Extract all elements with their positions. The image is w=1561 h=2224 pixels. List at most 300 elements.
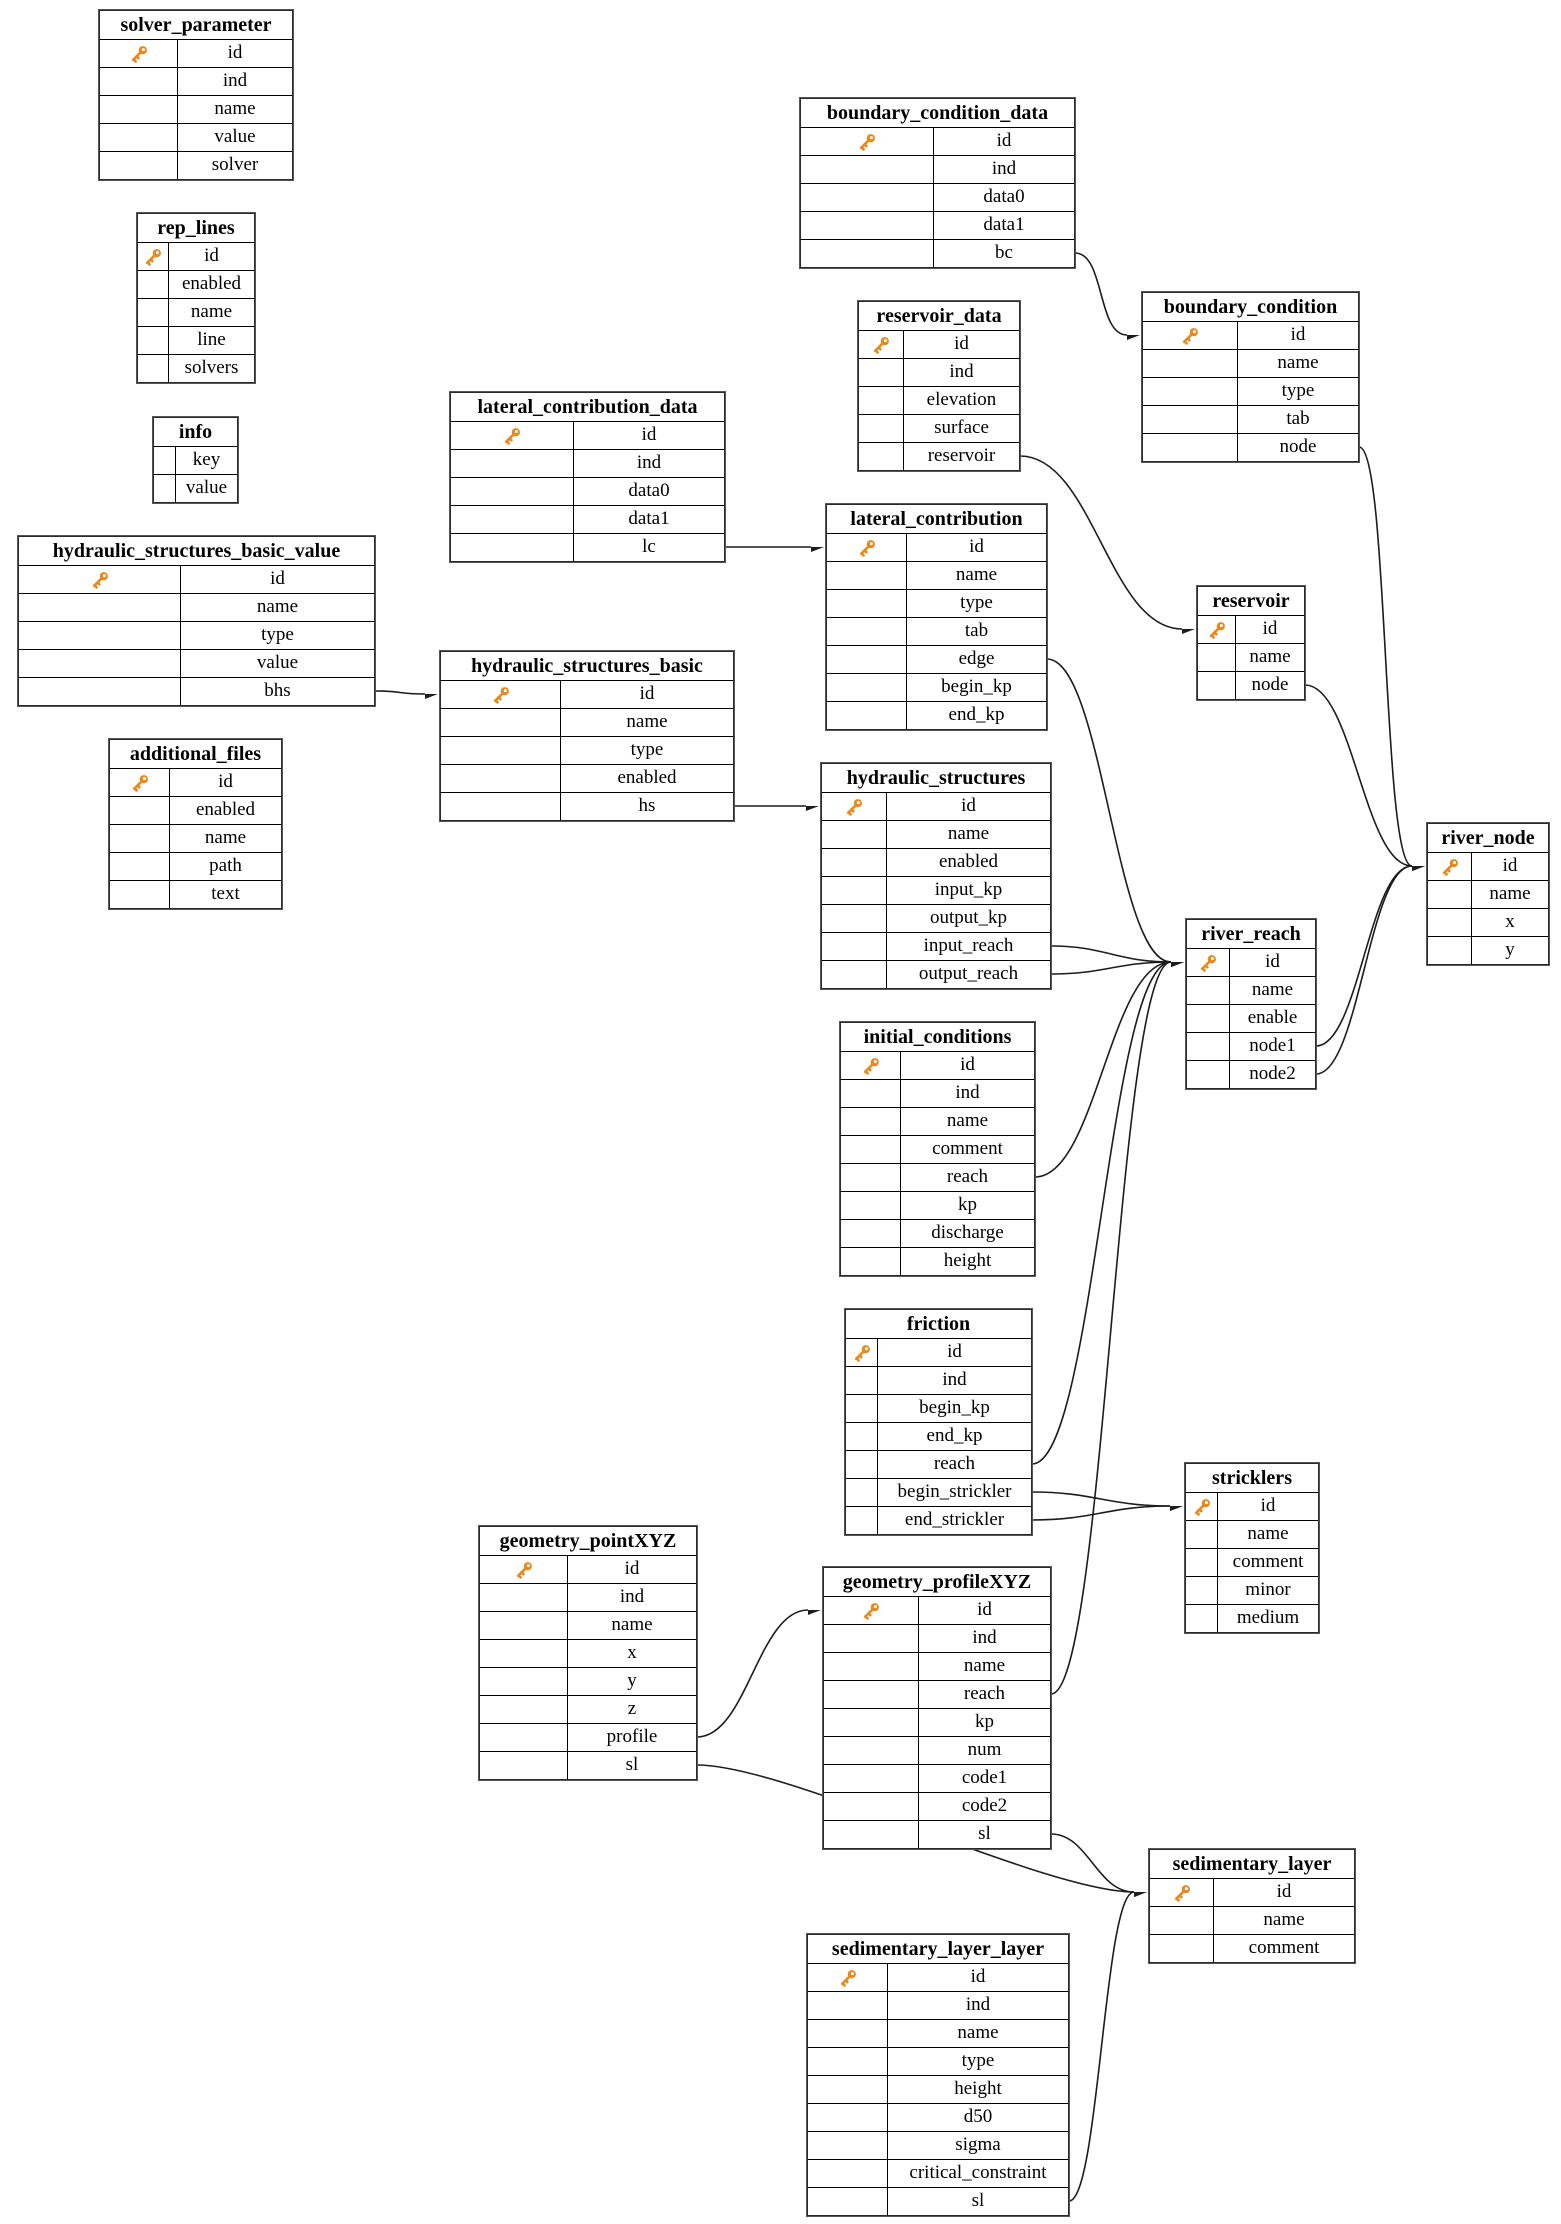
field-label: comment [1248, 1937, 1320, 1958]
field-label: name [955, 564, 998, 585]
key-icon-cell [1428, 853, 1472, 880]
field-row-minor [1186, 1576, 1318, 1604]
relation-edge-initial_conditions-reach [1035, 962, 1171, 1177]
icon-cell-empty [859, 387, 904, 414]
field-label: id [227, 42, 243, 63]
field-label: type [961, 2050, 995, 2071]
field-label: minor [1245, 1579, 1291, 1600]
field-label: sl [978, 1823, 991, 1844]
field-label: reach [933, 1453, 976, 1474]
field-row-output_kp [822, 904, 1050, 932]
field-label: id [1276, 1881, 1292, 1902]
table-title: lateral_contribution_data [477, 396, 698, 418]
field-label: ind [972, 1627, 997, 1648]
key-icon-cell [1150, 1879, 1214, 1906]
field-row-name [1186, 1520, 1318, 1548]
icon-cell-empty [19, 594, 181, 621]
icon-cell-empty [841, 1220, 901, 1247]
icon-cell-empty [1187, 1061, 1230, 1088]
field-row-kp [841, 1191, 1034, 1219]
field-label: enabled [617, 767, 677, 788]
field-row-comment [1186, 1548, 1318, 1576]
field-row-key [154, 446, 237, 474]
relation-edge-geometry_profileXYZ-sl [1051, 1834, 1134, 1892]
table-title: river_reach [1201, 923, 1301, 945]
icon-cell-empty [822, 821, 887, 848]
icon-cell-empty [822, 849, 887, 876]
field-label: name [1489, 883, 1531, 904]
field-label: reservoir [927, 445, 996, 466]
field-label: id [961, 795, 976, 816]
field-label: name [1249, 646, 1291, 667]
primary-key-icon [861, 1601, 881, 1621]
relation-edge-hydraulic_structures-input_reach [1051, 946, 1171, 962]
field-row-name [441, 708, 733, 736]
table-initial_conditions [840, 1022, 1035, 1276]
icon-cell-empty [841, 1164, 901, 1191]
key-icon-cell [827, 534, 907, 561]
field-row-name [19, 593, 374, 621]
field-row-id [822, 792, 1050, 820]
icon-cell-empty [824, 1821, 919, 1848]
primary-key-icon [1172, 1883, 1192, 1903]
field-label: node1 [1249, 1035, 1296, 1056]
field-label: name [946, 1110, 989, 1131]
primary-key-icon [514, 1560, 534, 1580]
icon-cell-empty [824, 1709, 919, 1736]
icon-cell-empty [480, 1668, 568, 1695]
icon-cell-empty [100, 96, 178, 123]
field-label: ind [991, 158, 1017, 179]
icon-cell-empty [841, 1080, 901, 1107]
icon-cell-empty [801, 184, 934, 211]
table-lateral_contribution_data [450, 392, 725, 562]
icon-cell-empty [827, 618, 907, 645]
field-label: profile [606, 1726, 658, 1747]
icon-cell-empty [451, 478, 574, 505]
field-label: begin_kp [941, 676, 1012, 697]
field-row-critical_constraint [808, 2159, 1068, 2187]
field-row-ind [824, 1624, 1050, 1652]
field-label: z [627, 1698, 637, 1719]
key-icon-cell [1143, 322, 1238, 349]
field-label: name [611, 1614, 653, 1635]
field-row-reservoir [859, 442, 1019, 470]
field-row-ind [808, 1991, 1068, 2019]
field-label: ind [222, 70, 248, 91]
key-icon-cell [1187, 949, 1230, 976]
field-row-id [808, 1963, 1068, 1991]
icon-cell-empty [1187, 977, 1230, 1004]
icon-cell-empty [154, 475, 176, 502]
icon-cell-empty [801, 240, 934, 267]
field-label: name [957, 2022, 999, 2043]
table-title: solver_parameter [120, 14, 272, 36]
icon-cell-empty [1143, 378, 1238, 405]
field-row-data1 [451, 505, 724, 533]
icon-cell-empty [846, 1423, 878, 1450]
field-row-ind [480, 1583, 696, 1611]
field-row-enabled [822, 848, 1050, 876]
field-label: medium [1236, 1607, 1300, 1628]
field-row-bhs [19, 677, 374, 705]
field-row-data0 [451, 477, 724, 505]
field-label: ind [949, 361, 974, 382]
table-title: geometry_pointXYZ [499, 1530, 677, 1552]
field-row-id [1186, 1492, 1318, 1520]
relation-edge-friction-end_strickler [1032, 1506, 1170, 1520]
field-row-name [1187, 976, 1315, 1004]
icon-cell-empty [1186, 1605, 1218, 1632]
relation-edge-lateral_contribution-edge [1047, 659, 1171, 962]
field-row-reach [824, 1680, 1050, 1708]
icon-cell-empty [441, 765, 561, 792]
field-row-name [138, 298, 254, 326]
field-label: key [192, 449, 221, 470]
table-hydraulic_structures [821, 763, 1051, 989]
icon-cell-empty [846, 1451, 878, 1478]
field-row-sigma [808, 2131, 1068, 2159]
primary-key-icon [857, 132, 877, 152]
field-label: code1 [961, 1767, 1008, 1788]
icon-cell-empty [110, 825, 170, 852]
field-label: x [627, 1642, 637, 1663]
icon-cell-empty [822, 933, 887, 960]
field-label: id [641, 424, 657, 445]
key-icon-cell [451, 422, 574, 449]
field-row-id [19, 565, 374, 593]
field-row-name [822, 820, 1050, 848]
field-label: type [960, 592, 993, 613]
relation-edge-friction-begin_strickler [1032, 1492, 1170, 1506]
icon-cell-empty [1186, 1521, 1218, 1548]
field-label: value [214, 126, 256, 147]
icon-cell-empty [822, 877, 887, 904]
field-row-name [841, 1107, 1034, 1135]
field-label: enabled [938, 851, 999, 872]
field-row-id [801, 127, 1074, 155]
field-label: elevation [926, 389, 997, 410]
field-row-num [824, 1736, 1050, 1764]
table-hydraulic_structures_basic_value [18, 536, 375, 706]
field-label: bc [995, 242, 1013, 263]
relation-edge-geometry_profileXYZ-reach [1051, 962, 1171, 1694]
icon-cell-empty [822, 905, 887, 932]
table-geometry_profileXYZ [823, 1567, 1051, 1849]
field-label: enabled [195, 799, 256, 820]
field-row-medium [1186, 1604, 1318, 1632]
icon-cell-empty [859, 443, 904, 470]
table-stricklers [1185, 1463, 1319, 1633]
icon-cell-empty [1428, 909, 1472, 936]
field-label: id [1265, 951, 1280, 972]
field-label: name [1247, 1523, 1289, 1544]
field-label: comment [1232, 1551, 1304, 1572]
field-row-tab [827, 617, 1046, 645]
table-title: hydraulic_structures [846, 767, 1026, 789]
field-label: id [1260, 1495, 1276, 1516]
field-label: kp [958, 1194, 977, 1215]
icon-cell-empty [441, 793, 561, 820]
field-row-node1 [1187, 1032, 1315, 1060]
icon-cell-empty [824, 1625, 919, 1652]
table-title: additional_files [129, 743, 262, 765]
field-label: id [960, 1054, 975, 1075]
table-title: boundary_condition [1163, 296, 1338, 318]
table-title: hydraulic_structures_basic_value [52, 540, 341, 562]
table-title: boundary_condition_data [826, 102, 1049, 124]
icon-cell-empty [100, 68, 178, 95]
icon-cell-empty [1150, 1935, 1214, 1962]
key-icon-cell [846, 1339, 878, 1366]
field-label: y [1505, 939, 1515, 960]
field-row-tab [1143, 405, 1358, 433]
field-row-d50 [808, 2103, 1068, 2131]
field-label: name [1277, 352, 1319, 373]
field-label: height [954, 2078, 1002, 2099]
field-row-id [827, 533, 1046, 561]
field-row-begin_kp [827, 673, 1046, 701]
field-label: id [270, 568, 285, 589]
field-row-name [827, 561, 1046, 589]
icon-cell-empty [19, 678, 181, 705]
field-label: solver [211, 154, 259, 175]
icon-cell-empty [110, 881, 170, 908]
field-label: x [1505, 911, 1515, 932]
field-label: name [256, 596, 299, 617]
field-label: ind [619, 1586, 645, 1607]
field-row-enabled [110, 796, 281, 824]
field-label: text [211, 883, 240, 904]
icon-cell-empty [1143, 434, 1238, 461]
primary-key-icon [844, 797, 864, 817]
icon-cell-empty [480, 1724, 568, 1751]
icon-cell-empty [480, 1696, 568, 1723]
field-row-id [1428, 852, 1548, 880]
icon-cell-empty [154, 447, 176, 474]
field-row-text [110, 880, 281, 908]
icon-cell-empty [808, 2188, 888, 2215]
field-row-id [846, 1338, 1031, 1366]
primary-key-icon [1192, 1497, 1212, 1517]
table-title: sedimentary_layer [1172, 1853, 1332, 1875]
field-label: name [204, 827, 247, 848]
icon-cell-empty [801, 156, 934, 183]
field-row-sl [824, 1820, 1050, 1848]
field-row-y [480, 1667, 696, 1695]
field-label: name [626, 711, 668, 732]
field-label: output_reach [918, 963, 1019, 984]
field-label: type [630, 739, 664, 760]
icon-cell-empty [1187, 1033, 1230, 1060]
field-label: code2 [961, 1795, 1008, 1816]
field-label: id [977, 1599, 992, 1620]
field-label: sl [625, 1754, 639, 1775]
field-label: line [197, 329, 226, 350]
primary-key-icon [491, 685, 511, 705]
field-row-reach [846, 1450, 1031, 1478]
field-row-type [19, 621, 374, 649]
field-label: reach [946, 1166, 989, 1187]
table-title: rep_lines [157, 217, 235, 239]
field-row-y [1428, 936, 1548, 964]
icon-cell-empty [841, 1108, 901, 1135]
field-label: enable [1247, 1007, 1298, 1028]
icon-cell-empty [19, 650, 181, 677]
field-row-node [1198, 671, 1304, 699]
icon-cell-empty [480, 1584, 568, 1611]
field-row-discharge [841, 1219, 1034, 1247]
field-label: id [947, 1341, 962, 1362]
field-row-type [808, 2047, 1068, 2075]
key-icon-cell [822, 793, 887, 820]
table-title: stricklers [1212, 1467, 1292, 1489]
field-label: begin_strickler [897, 1481, 1012, 1502]
icon-cell-empty [1428, 881, 1472, 908]
icon-cell-empty [824, 1793, 919, 1820]
field-label: node [1251, 674, 1289, 695]
field-row-begin_kp [846, 1394, 1031, 1422]
field-label: id [1502, 855, 1518, 876]
primary-key-icon [852, 1343, 872, 1363]
primary-key-icon [1440, 857, 1460, 877]
primary-key-icon [502, 426, 522, 446]
icon-cell-empty [1150, 1907, 1214, 1934]
icon-cell-empty [100, 124, 178, 151]
table-friction [845, 1309, 1032, 1535]
field-row-value [100, 123, 292, 151]
key-icon-cell [138, 243, 169, 270]
icon-cell-empty [827, 590, 907, 617]
field-row-name [100, 95, 292, 123]
field-label: hs [638, 795, 656, 816]
field-label: path [209, 855, 242, 876]
field-row-input_kp [822, 876, 1050, 904]
field-row-id [138, 242, 254, 270]
primary-key-icon [857, 538, 877, 558]
key-icon-cell [1198, 616, 1236, 643]
field-label: name [1251, 979, 1294, 1000]
table-title: river_node [1441, 827, 1535, 849]
field-row-solvers [138, 354, 254, 382]
field-label: id [970, 1966, 986, 1987]
field-row-enabled [138, 270, 254, 298]
field-row-end_kp [846, 1422, 1031, 1450]
table-title: info [178, 421, 213, 443]
table-additional_files [109, 739, 282, 909]
key-icon-cell [859, 331, 904, 358]
field-row-name [480, 1611, 696, 1639]
icon-cell-empty [808, 2020, 888, 2047]
field-row-output_reach [822, 960, 1050, 988]
relation-edge-geometry_pointXYZ-profile [697, 1610, 808, 1737]
field-row-type [1143, 377, 1358, 405]
field-row-id [1150, 1878, 1354, 1906]
icon-cell-empty [846, 1367, 878, 1394]
icon-cell-empty [110, 853, 170, 880]
key-icon-cell [19, 566, 181, 593]
field-row-id [1143, 321, 1358, 349]
icon-cell-empty [138, 299, 169, 326]
icon-cell-empty [824, 1681, 919, 1708]
field-label: end_kp [926, 1425, 983, 1446]
icon-cell-empty [1428, 937, 1472, 964]
field-label: name [1263, 1909, 1305, 1930]
primary-key-icon [143, 247, 163, 267]
field-row-id [1198, 615, 1304, 643]
field-label: data1 [628, 508, 670, 529]
field-label: sigma [955, 2134, 1001, 2155]
icon-cell-empty [1143, 406, 1238, 433]
icon-cell-empty [480, 1640, 568, 1667]
field-row-enable [1187, 1004, 1315, 1032]
relation-edge-friction-reach [1032, 962, 1171, 1464]
icon-cell-empty [841, 1192, 901, 1219]
table-boundary_condition [1142, 292, 1359, 462]
icon-cell-empty [441, 709, 561, 736]
key-icon-cell [441, 681, 561, 708]
icon-cell-empty [859, 359, 904, 386]
field-label: id [624, 1558, 640, 1579]
icon-cell-empty [451, 506, 574, 533]
field-row-id [841, 1051, 1034, 1079]
field-row-id [441, 680, 733, 708]
relation-edge-river_reach-node2 [1316, 866, 1412, 1074]
icon-cell-empty [441, 737, 561, 764]
icon-cell-empty [138, 327, 169, 354]
field-row-id [859, 330, 1019, 358]
table-reservoir_data [858, 301, 1020, 471]
icon-cell-empty [808, 2104, 888, 2131]
field-row-ind [859, 358, 1019, 386]
primary-key-icon [129, 44, 149, 64]
field-row-data1 [801, 211, 1074, 239]
table-title: hydraulic_structures_basic [471, 655, 703, 677]
field-row-type [441, 736, 733, 764]
field-row-height [841, 1247, 1034, 1275]
icon-cell-empty [827, 674, 907, 701]
field-label: height [943, 1250, 992, 1271]
field-label: data0 [628, 480, 670, 501]
icon-cell-empty [138, 355, 169, 382]
field-label: edge [958, 648, 995, 669]
icon-cell-empty [846, 1395, 878, 1422]
icon-cell-empty [110, 797, 170, 824]
icon-cell-empty [824, 1737, 919, 1764]
field-label: comment [932, 1138, 1003, 1159]
field-row-node [1143, 433, 1358, 461]
primary-key-icon [1180, 326, 1200, 346]
field-row-data0 [801, 183, 1074, 211]
field-label: ind [955, 1082, 980, 1103]
icon-cell-empty [822, 961, 887, 988]
table-title: friction [906, 1313, 971, 1335]
field-row-name [824, 1652, 1050, 1680]
icon-cell-empty [808, 2048, 888, 2075]
icon-cell-empty [138, 271, 169, 298]
key-icon-cell [110, 769, 170, 796]
field-row-code2 [824, 1792, 1050, 1820]
field-label: id [996, 130, 1012, 151]
icon-cell-empty [846, 1479, 878, 1506]
icon-cell-empty [1187, 1005, 1230, 1032]
field-label: name [214, 98, 256, 119]
field-label: ind [965, 1994, 991, 2015]
field-row-id [1187, 948, 1315, 976]
primary-key-icon [130, 773, 150, 793]
relation-edge-hydraulic_structures_basic_value-bhs [375, 691, 425, 694]
field-row-ind [451, 449, 724, 477]
